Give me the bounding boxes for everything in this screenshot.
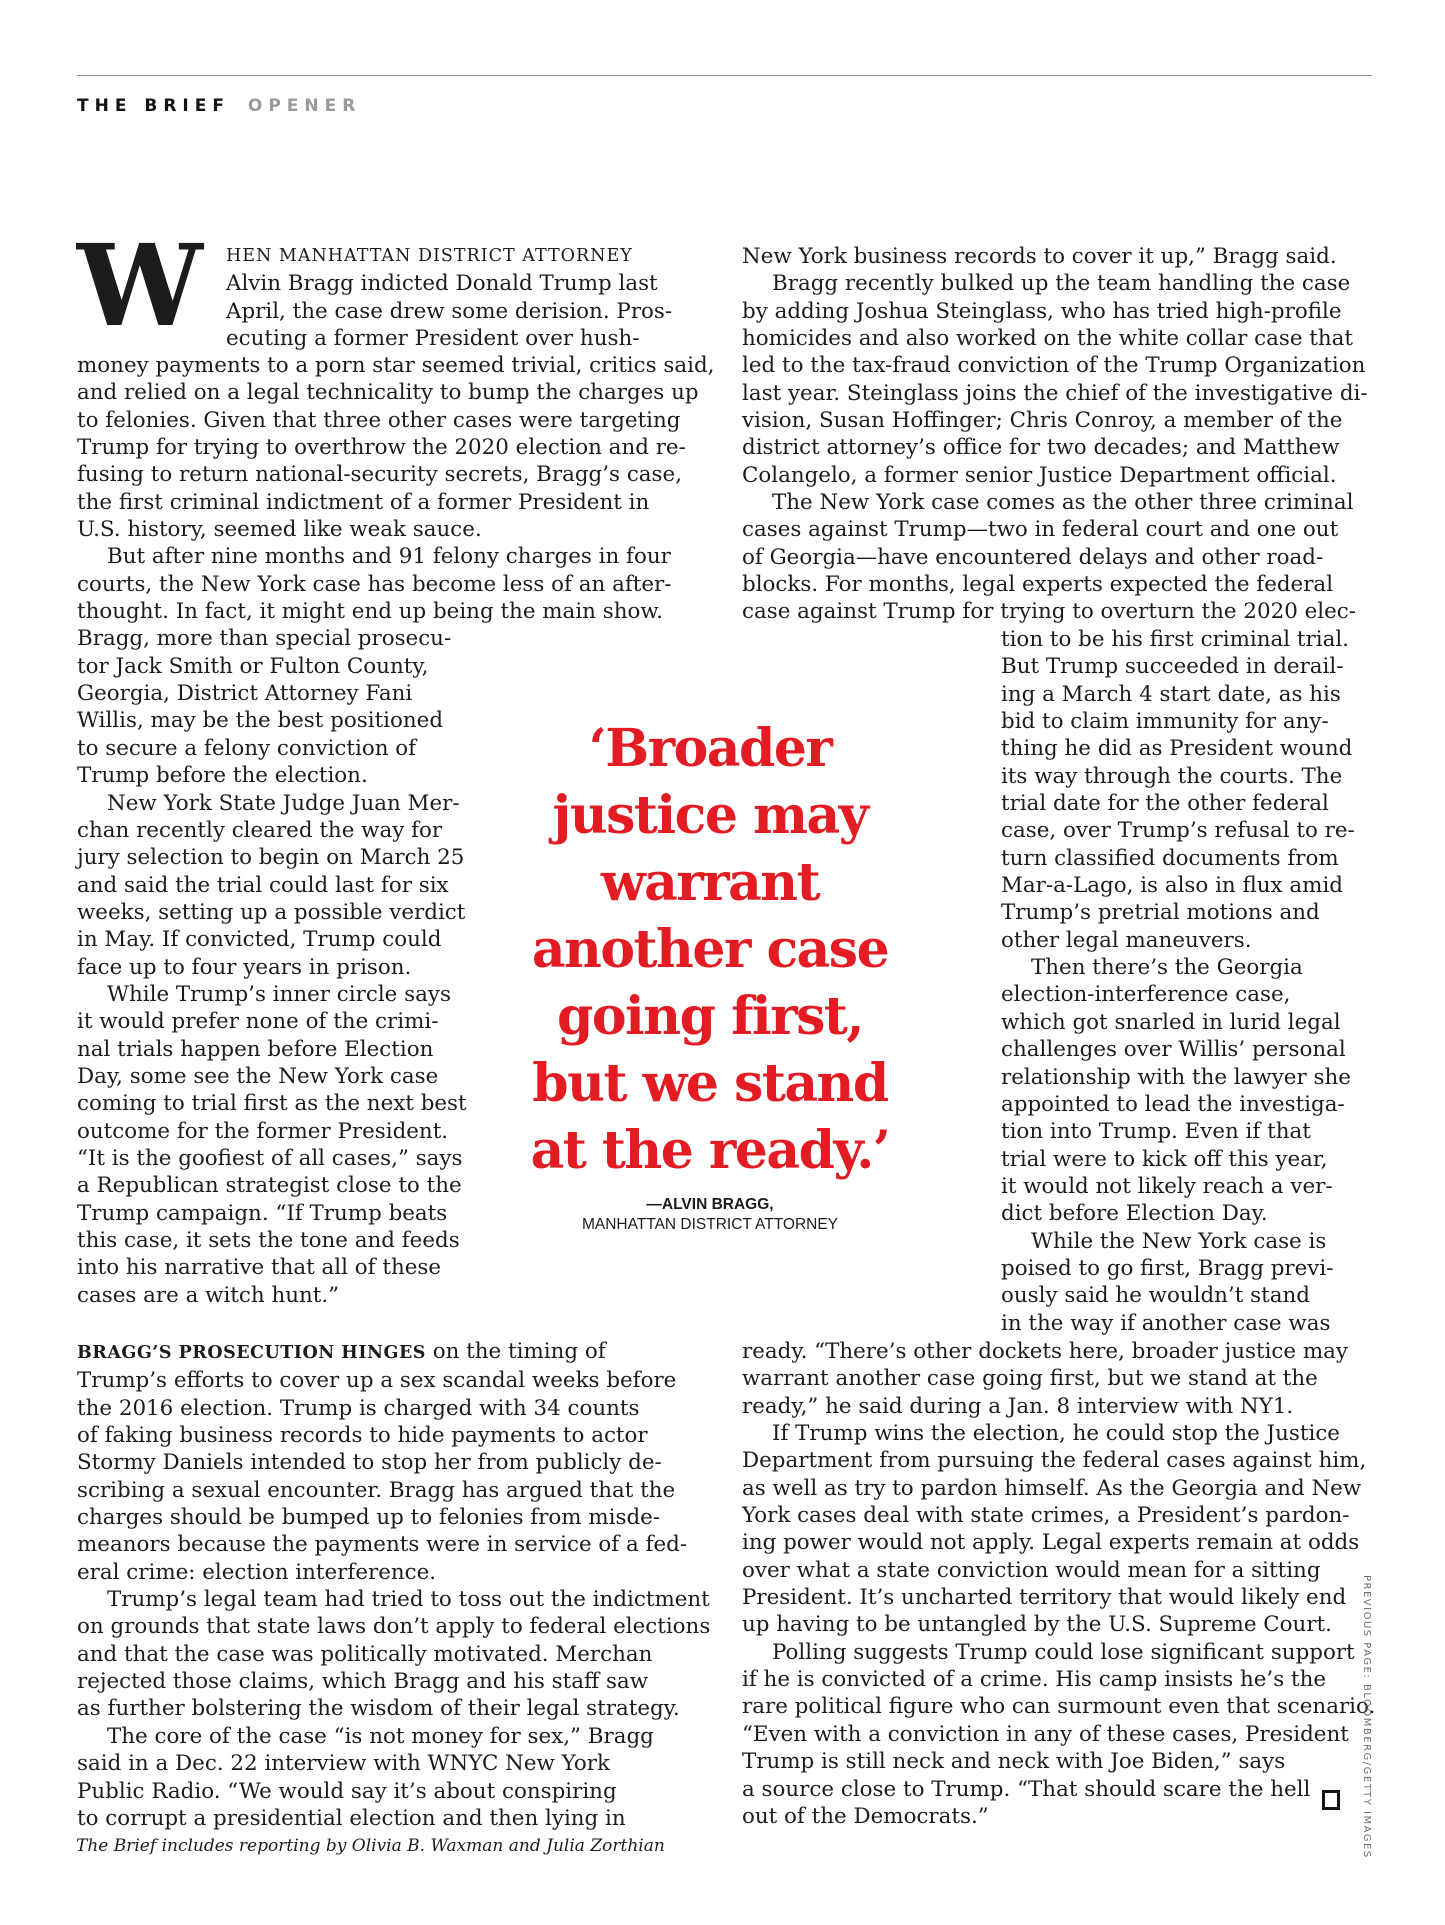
text-line: U.S. history, seemed like weak sauce. [77, 517, 482, 543]
paragraph [742, 1639, 1375, 1830]
opening-line: HEN MANHATTAN DISTRICT ATTORNEY [226, 246, 633, 266]
text-line: as well as try to pardon himself. As the Georgia and New [742, 1475, 1362, 1501]
text-line: if he is convicted of a crime. His camp insists he’s the [742, 1667, 1327, 1693]
paragraph [77, 1586, 710, 1723]
text-line: by adding Joshua Steinglass, who has tried high-profile [742, 298, 1342, 324]
text-line: case against Trump for trying to overturn the 2020 elec- [742, 599, 1356, 625]
text-line: to corrupt a presidential election and then lying in [77, 1805, 626, 1831]
pull-quote-line: warrant [600, 852, 820, 913]
text-line: Trump’s efforts to cover up a sex scandal weeks before [77, 1368, 677, 1394]
pull-quote-line: justice may [552, 785, 868, 846]
paragraph [742, 243, 1368, 270]
text-line: Mar-a-Lago, is also in flux amid [1001, 873, 1343, 899]
text-line: “Even with a conviction in any of these cases, President [742, 1721, 1349, 1747]
pull-quote-line: going first, [557, 986, 863, 1047]
attribution-name: —ALVIN BRAGG, [646, 1196, 774, 1213]
text-line: trial date for the other federal [1001, 791, 1329, 817]
text-line: charges should be bumped up to felonies from misde- [77, 1505, 661, 1531]
pull-quote-line: ‘Broader [588, 718, 832, 779]
text-line: led to the tax-fraud conviction of the Trump Organization [742, 353, 1366, 379]
text-line: Bragg, more than special prosecu- [77, 626, 452, 652]
text-line: meanors because the payments were in service of a fed- [77, 1532, 688, 1558]
text-line: election-interference case, [1001, 982, 1291, 1008]
section-header [77, 96, 361, 116]
pull-quote-line: but we stand [532, 1053, 888, 1114]
text-line: jury selection to begin on March 25 [77, 845, 465, 871]
text-line: New York business records to cover it up,” Bragg said. [742, 244, 1337, 269]
text-line: which got snarled in lurid legal [1001, 1009, 1341, 1035]
section-label: THE BRIEF [77, 96, 230, 116]
text-line: Georgia, District Attorney Fani [77, 681, 413, 707]
text-line: last year. Steinglass joins the chief of the investigative di- [742, 380, 1368, 406]
text-line: President. It’s uncharted territory that would likely end [742, 1585, 1347, 1611]
text-line: scribing a sexual encounter. Bragg has argued that the [77, 1477, 676, 1503]
text-line: thing he did as President wound [1001, 736, 1353, 762]
pull-quote-line: another case [531, 919, 889, 980]
text-line: case, over Trump’s refusal to re- [1001, 818, 1355, 844]
text-line: up having to be untangled by the U.S. Supreme Court. [742, 1612, 1332, 1638]
text-line: a source close to Trump. “That should scare the hell [742, 1776, 1311, 1802]
text-line: poised to go first, Bragg previ- [1001, 1255, 1334, 1281]
paragraph [1001, 954, 1355, 1227]
text-line: rare political figure who can surmount even that scenario. [742, 1694, 1376, 1720]
paragraph [77, 1723, 710, 1832]
text-line: Bragg recently bulked up the team handling the case [772, 271, 1351, 297]
article-col2-narrow [1001, 626, 1355, 1337]
article-col2-top [742, 243, 1368, 626]
text-line: a Republican strategist close to the [77, 1173, 462, 1199]
text-line: But Trump succeeded in derail- [1001, 654, 1344, 680]
text-line: York cases deal with state crimes, a President’s pardon- [742, 1503, 1350, 1529]
text-line: But after nine months and 91 felony charges in four [107, 544, 671, 570]
text-line: Trump’s pretrial motions and [1001, 900, 1320, 926]
subsection-label: OPENER [247, 96, 362, 116]
text-line: tion to be his first criminal trial. [1001, 627, 1349, 652]
text-line: While the New York case is [1031, 1228, 1327, 1254]
text-line: of faking business records to hide payments to actor [77, 1423, 648, 1449]
drop-cap: W [77, 221, 203, 352]
article-col2-bottom [742, 1338, 1375, 1830]
text-line: and relied on a legal technicality to bump the charges up [77, 380, 699, 406]
text-line: outcome for the former President. [77, 1118, 449, 1144]
text-line: warrant another case going first, but we stand at the [742, 1366, 1318, 1392]
text-line: appointed to lead the investiga- [1001, 1091, 1345, 1117]
text-line: and that the case was politically motivated. Merchan [77, 1641, 653, 1667]
text-line: homicides and also worked on the white collar case that [742, 326, 1354, 352]
text-line: over what a state conviction would mean for a sitting [742, 1557, 1321, 1583]
text-line: ing power would not apply. Legal experts remain at odds [742, 1530, 1360, 1556]
text-line: in May. If convicted, Trump could [77, 927, 442, 953]
text-line: it would prefer none of the crimi- [77, 1009, 439, 1035]
pull-quote [500, 715, 920, 1184]
text-line: challenges over Willis’ personal [1001, 1037, 1346, 1063]
article-col1-bottom [77, 1338, 710, 1832]
text-line: The New York case comes as the other three criminal [772, 490, 1354, 516]
top-rule [77, 75, 1372, 76]
paragraph [742, 489, 1368, 626]
attribution-role: MANHATTAN DISTRICT ATTORNEY [581, 1216, 839, 1233]
section-leadin: BRAGG’S PROSECUTION HINGES [77, 1343, 426, 1363]
text-line: said in a Dec. 22 interview with WNYC New York [77, 1751, 610, 1777]
text-line: and said the trial could last for six [77, 872, 449, 898]
text-line: If Trump wins the election, he could stop the Justice [772, 1421, 1340, 1447]
text-line: it would not likely reach a ver- [1001, 1173, 1333, 1199]
opening-line: Alvin Bragg indicted Donald Trump last [226, 271, 658, 297]
text-line: this case, it sets the tone and feeds [77, 1228, 460, 1253]
text-line: Willis, may be the best positioned [77, 708, 444, 734]
text-line: tion into Trump. Even if that [1001, 1119, 1311, 1145]
text-line: on grounds that state laws don’t apply to federal elections [77, 1614, 711, 1640]
text-line: weeks, setting up a possible verdict [77, 899, 466, 925]
text-line: The core of the case “is not money for sex,” Bragg [107, 1723, 654, 1749]
text-line: cases are a witch hunt.” [77, 1282, 340, 1308]
paragraph [77, 352, 714, 543]
pull-quote-line: at the ready.’ [530, 1120, 890, 1181]
text-line: fusing to return national-security secrets, Bragg’s case, [77, 462, 682, 488]
text-line: into his narrative that all of these [77, 1255, 442, 1281]
text-line: Trump is still neck and neck with Joe Biden,” says [742, 1749, 1286, 1775]
text-line: Trump for trying to overthrow the 2020 election and re- [77, 435, 686, 461]
text-line: Polling suggests Trump could lose significant support [772, 1639, 1355, 1665]
text-line: in the way if another case was [1001, 1310, 1331, 1336]
text-line: “It is the goofiest of all cases,” says [77, 1145, 463, 1171]
text-line: of Georgia—have encountered delays and other road- [742, 544, 1324, 570]
text-line: blocks. For months, legal experts expected the federal [742, 572, 1334, 598]
text-line: Stormy Daniels intended to stop her from publicly de- [77, 1450, 662, 1476]
text-line: other legal maneuvers. [1001, 927, 1252, 953]
text-line: the first criminal indictment of a former President in [77, 489, 650, 515]
text-line: Day, some see the New York case [77, 1063, 439, 1089]
opening-line: April, the case drew some derision. Pros- [226, 298, 673, 324]
text-line: chan recently cleared the way for [77, 817, 443, 843]
text-line: New York State Judge Juan Mer- [107, 790, 460, 816]
text-line: ing a March 4 start date, as his [1001, 681, 1341, 707]
opening-lines [226, 243, 672, 352]
text-line: bid to claim immunity for any- [1001, 709, 1329, 735]
paragraph [742, 270, 1368, 489]
text-line: Colangelo, a former senior Justice Department official. [742, 462, 1337, 488]
text-fragment: on the timing of [425, 1339, 606, 1364]
reporting-credit: The Brief includes reporting by Olivia B. Waxman and Julia Zorthian [76, 1836, 665, 1856]
text-line: Department from pursuing the federal cases against him, [742, 1448, 1367, 1474]
end-mark-icon [1322, 1790, 1340, 1810]
text-line: nal trials happen before Election [77, 1036, 434, 1062]
text-line: district attorney’s office for two decades; and Matthew [742, 435, 1340, 461]
text-line: ously said he wouldn’t stand [1001, 1283, 1310, 1309]
text-line: to secure a felony conviction of [77, 735, 417, 761]
text-line: coming to trial first as the next best [77, 1091, 467, 1117]
opening-line: ecuting a former President over hush- [226, 326, 640, 352]
text-line: vision, Susan Hoffinger; Chris Conroy, a member of the [742, 408, 1343, 434]
text-line: its way through the courts. The [1001, 763, 1343, 789]
text-line: courts, the New York case has become less of an after- [77, 571, 672, 597]
photo-credit: PREVIOUS PAGE: BLOOMBERG/GETTY IMAGES [1361, 1575, 1372, 1859]
paragraph [1001, 626, 1355, 954]
text-line: money payments to a porn star seemed trivial, critics said, [77, 353, 715, 378]
text-line: as further bolstering the wisdom of their legal strategy. [77, 1696, 680, 1722]
paragraph [742, 1338, 1375, 1420]
paragraph [77, 1338, 710, 1586]
text-line: While Trump’s inner circle says [107, 981, 451, 1007]
text-line: the 2016 election. Trump is charged with 34 counts [77, 1395, 640, 1421]
text-line: dict before Election Day. [1001, 1201, 1268, 1227]
text-line: cases against Trump—two in federal court and one out [742, 517, 1339, 543]
pull-quote-attribution [540, 1195, 880, 1235]
text-line: rejected those claims, which Bragg and his staff saw [77, 1669, 649, 1695]
text-line: Trump before the election. [77, 763, 368, 789]
paragraph [742, 1420, 1375, 1639]
text-line: eral crime: election interference. [77, 1559, 437, 1585]
text-line: thought. In fact, it might end up being the main show. [77, 599, 663, 625]
text-line: to felonies. Given that three other cases were targeting [77, 407, 681, 433]
text-line: Trump’s legal team had tried to toss out the indictment [107, 1587, 710, 1613]
text-line: Trump campaign. “If Trump beats [77, 1200, 448, 1226]
text-line: face up to four years in prison. [77, 954, 412, 980]
paragraph [1001, 1228, 1355, 1337]
text-line: relationship with the lawyer she [1001, 1064, 1351, 1090]
text-line: tor Jack Smith or Fulton County, [77, 653, 429, 679]
text-line: ready,” he said during a Jan. 8 interview with NY1. [742, 1393, 1294, 1419]
text-line: Public Radio. “We would say it’s about conspiring [77, 1778, 617, 1804]
text-line: Then there’s the Georgia [1031, 955, 1303, 981]
text-line: turn classified documents from [1001, 845, 1339, 871]
text-line: out of the Democrats.” [742, 1803, 989, 1829]
text-line: ready. “There’s other dockets here, broader justice may [742, 1339, 1348, 1364]
text-line: trial were to kick off this year, [1001, 1146, 1328, 1172]
